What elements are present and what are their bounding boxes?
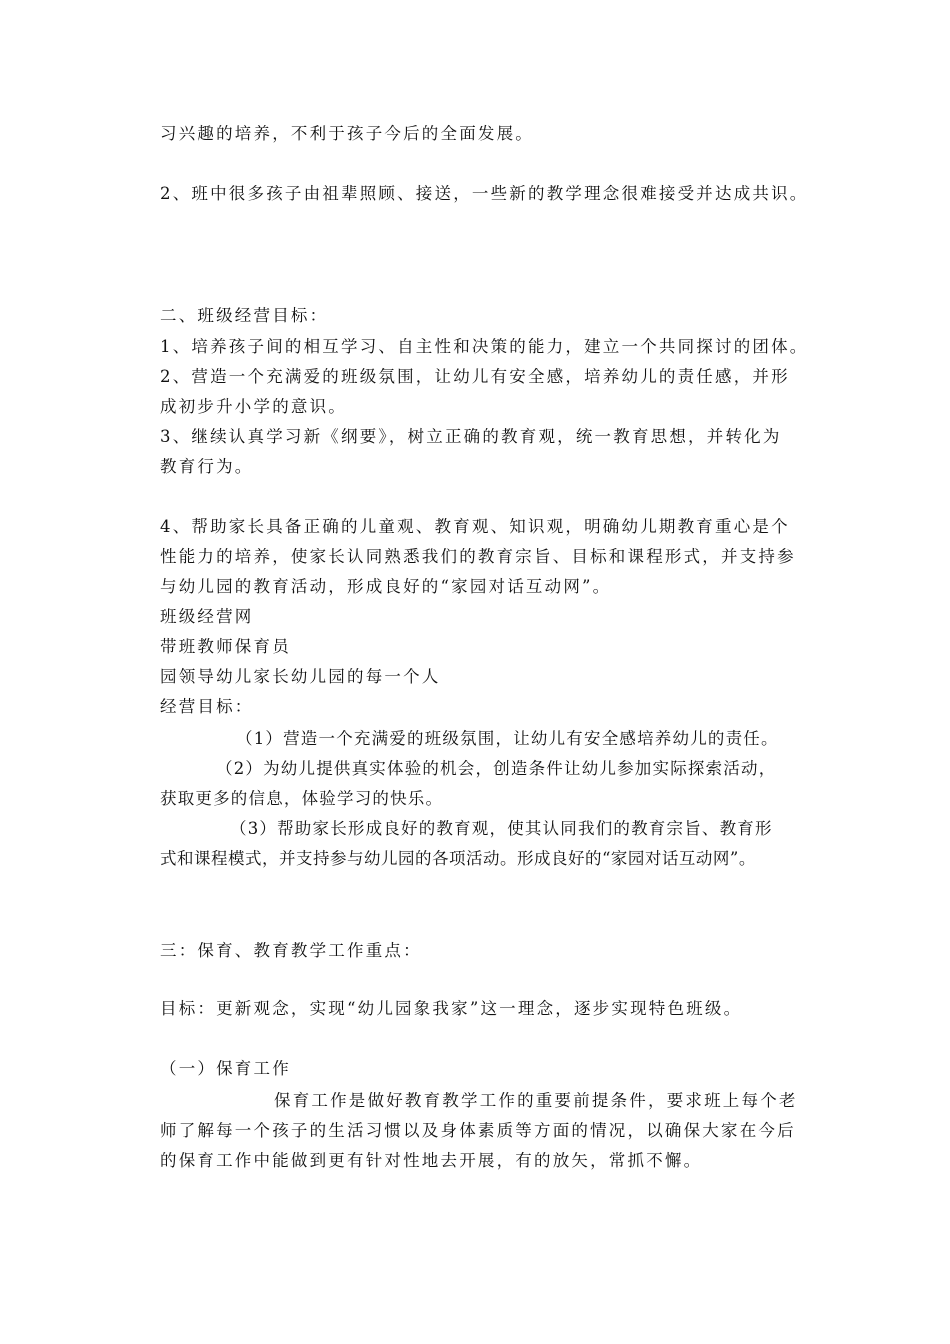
text-line: 3、继续认真学习新《纲要》，树立正确的教育观，统一教育思想，并转化为 xyxy=(160,427,782,446)
text-line: 的保育工作中能做到更有针对性地去开展，有的放矢，常抓不懈。 xyxy=(160,1151,703,1170)
text-line: 式和课程模式，并支持参与幼儿园的各项活动。形成良好的“家园对话互动网”。 xyxy=(160,849,756,868)
text-line: 2、班中很多孩子由祖辈照顾、接送，一些新的教学理念很难接受并达成共识。 xyxy=(160,184,809,203)
text-line: 园领导幼儿家长幼儿园的每一个人 xyxy=(160,667,441,686)
text-line: 经营目标： xyxy=(160,697,254,716)
text-line: 与幼儿园的教育活动，形成良好的“家园对话互动网”。 xyxy=(160,577,612,596)
text-line: 获取更多的信息，体验学习的快乐。 xyxy=(160,789,444,808)
text-line: 教育行为。 xyxy=(160,457,254,476)
text-line: 班级经营网 xyxy=(160,607,254,626)
section-heading: 二、班级经营目标： xyxy=(160,306,329,325)
text-line: 1、培养孩子间的相互学习、自主性和决策的能力，建立一个共同探讨的团体。 xyxy=(160,337,809,356)
subsection-heading: （一）保育工作 xyxy=(160,1059,291,1078)
text-line: 目标：更新观念，实现“幼儿园象我家”这一理念，逐步实现特色班级。 xyxy=(160,999,743,1018)
text-line: 师了解每一个孩子的生活习惯以及身体素质等方面的情况，以确保大家在今后 xyxy=(160,1121,796,1140)
section-heading: 三：保育、教育教学工作重点： xyxy=(160,941,422,960)
text-line: 2、营造一个充满爱的班级氛围，让幼儿有安全感，培养幼儿的责任感，并形 xyxy=(160,367,790,386)
text-line: 保育工作是做好教育教学工作的重要前提条件，要求班上每个老 xyxy=(274,1091,798,1110)
text-line: 带班教师保育员 xyxy=(160,637,291,656)
text-line: 性能力的培养，使家长认同熟悉我们的教育宗旨、目标和课程形式，并支持参 xyxy=(160,547,796,566)
text-line: 4、帮助家长具备正确的儿童观、教育观、知识观，明确幼儿期教育重心是个 xyxy=(160,517,790,536)
list-item: （3）帮助家长形成良好的教育观，使其认同我们的教育宗旨、教育形 xyxy=(230,819,773,838)
list-item: （2）为幼儿提供真实体验的机会，创造条件让幼儿参加实际探索活动， xyxy=(216,759,777,778)
list-item: （1）营造一个充满爱的班级氛围，让幼儿有安全感培养幼儿的责任。 xyxy=(236,729,779,748)
text-line: 习兴趣的培养，不利于孩子今后的全面发展。 xyxy=(160,124,534,143)
text-line: 成初步升小学的意识。 xyxy=(160,397,347,416)
